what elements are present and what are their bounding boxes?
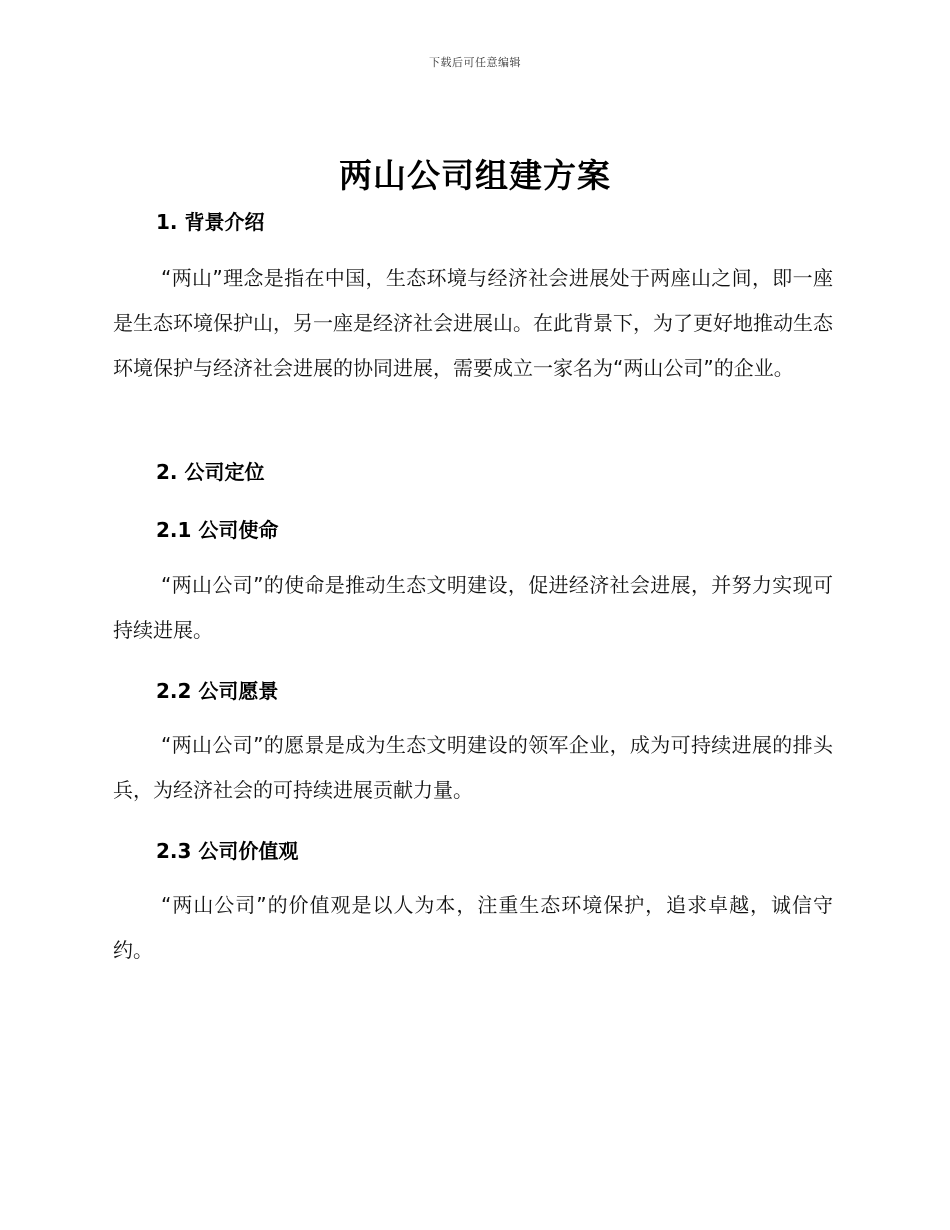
heading-values: 2.3 公司价值观 [156, 839, 299, 863]
heading-vision: 2.2 公司愿景 [156, 679, 279, 703]
paragraph-mission: “两山公司”的使命是推动生态文明建设，促进经济社会进展，并努力实现可持续进展。 [113, 573, 833, 642]
paragraph-vision: “两山公司”的愿景是成为生态文明建设的领军企业，成为可持续进展的排头兵，为经济社会的可持续进展贡献力量。 [113, 733, 833, 802]
heading-positioning: 2. 公司定位 [156, 460, 265, 484]
document-title: 两山公司组建方案 [339, 156, 611, 195]
header-note: 下载后可任意编辑 [429, 56, 521, 69]
paragraph-background: “两山”理念是指在中国，生态环境与经济社会进展处于两座山之间，即一座是生态环境保护山，另一座是经济社会进展山。在此背景下，为了更好地推动生态环境保护与经济社会进展的协同进展，需要成立一家名为“两山公司”的企业。 [113, 266, 833, 380]
paragraph-values: “两山公司”的价值观是以人为本，注重生态环境保护，追求卓越，诚信守约。 [113, 893, 833, 962]
heading-mission: 2.1 公司使命 [156, 518, 279, 542]
heading-background: 1. 背景介绍 [156, 210, 265, 234]
